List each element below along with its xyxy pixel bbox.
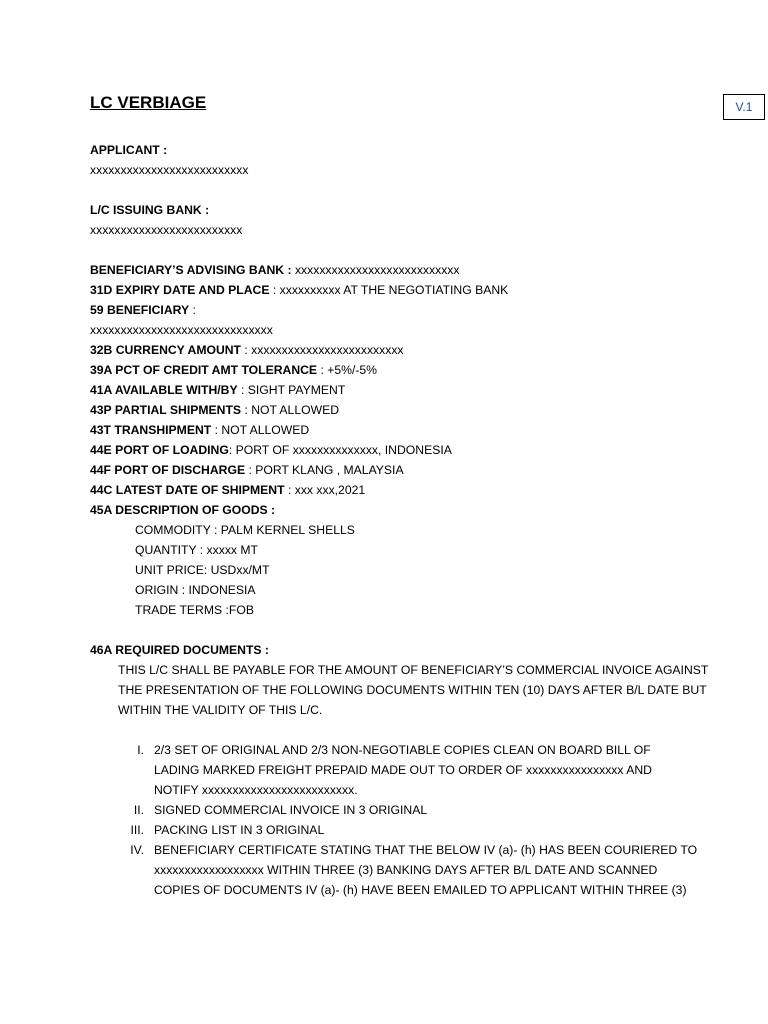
field-value: : PORT KLANG , MALAYSIA (245, 463, 404, 477)
applicant-label: APPLICANT : (90, 143, 168, 157)
field-value: : +5%/-5% (317, 363, 378, 377)
field-label: BENEFICIARY’S ADVISING BANK : (90, 263, 292, 277)
field-label: 31D EXPIRY DATE AND PLACE (90, 283, 270, 297)
field-value: : SIGHT PAYMENT (237, 383, 346, 397)
field-value: : NOT ALLOWED (241, 403, 340, 417)
field-label: 43T TRANSHIPMENT (90, 423, 212, 437)
applicant-value: xxxxxxxxxxxxxxxxxxxxxxxxxx (90, 163, 249, 177)
field-row (90, 420, 690, 440)
document-body (90, 140, 709, 900)
field-value: : NOT ALLOWED (211, 423, 310, 437)
docs-intro-line: THE PRESENTATION OF THE FOLLOWING DOCUMENTS WITHIN TEN (10) DAYS AFTER B/L DATE BUT (118, 683, 707, 697)
list-item-line: xxxxxxxxxxxxxxxxxx WITHIN THREE (3) BANKING DAYS AFTER B/L DATE AND SCANNED (154, 863, 658, 877)
field-value: : xxxxxxxxxxxxxxxxxxxxxxxxx (241, 343, 404, 357)
field-row (90, 360, 690, 380)
goods-line: COMMODITY : PALM KERNEL SHELLS (135, 523, 355, 537)
goods-line: TRADE TERMS :FOB (135, 603, 254, 617)
list-item (90, 840, 698, 900)
list-item-line: NOTIFY xxxxxxxxxxxxxxxxxxxxxxxxx. (154, 783, 358, 797)
field-value: : (189, 303, 196, 317)
docs-intro-line: WITHIN THE VALIDITY OF THIS L/C. (118, 703, 323, 717)
field-row (90, 340, 690, 360)
list-item (90, 820, 690, 840)
field-row (90, 380, 690, 400)
field-label: 44F PORT OF DISCHARGE (90, 463, 246, 477)
field-label: 59 BENEFICIARY (90, 303, 190, 317)
issuing-bank-value: xxxxxxxxxxxxxxxxxxxxxxxxx (90, 223, 243, 237)
required-docs-label: 46A REQUIRED DOCUMENTS : (90, 643, 269, 657)
list-item-line: 2/3 SET OF ORIGINAL AND 2/3 NON-NEGOTIABLE COPIES CLEAN ON BOARD BILL OF (154, 743, 651, 757)
field-row (90, 440, 690, 460)
field-value: xxxxxxxxxxxxxxxxxxxxxxxxxxx (291, 263, 460, 277)
list-number: IV. (130, 843, 144, 857)
field-row (90, 480, 690, 500)
beneficiary-value: xxxxxxxxxxxxxxxxxxxxxxxxxxxxxx (90, 323, 273, 337)
list-item-line: LADING MARKED FREIGHT PREPAID MADE OUT TO ORDER OF xxxxxxxxxxxxxxxx AND (154, 763, 652, 777)
list-item-line: BENEFICIARY CERTIFICATE STATING THAT THE BELOW IV (a)- (h) HAS BEEN COURIERED TO (154, 843, 698, 857)
field-label: 41A AVAILABLE WITH/BY (90, 383, 238, 397)
list-item-line: SIGNED COMMERCIAL INVOICE IN 3 ORIGINAL (154, 803, 428, 817)
list-number: II. (133, 803, 144, 817)
field-label: 43P PARTIAL SHIPMENTS (90, 403, 242, 417)
list-item (90, 740, 690, 800)
field-label: 39A PCT OF CREDIT AMT TOLERANCE (90, 363, 318, 377)
field-advising-bank (90, 260, 690, 280)
goods-line: QUANTITY : xxxxx MT (135, 543, 259, 557)
field-label: 44E PORT OF LOADING (90, 443, 229, 457)
issuing-bank-label: L/C ISSUING BANK : (90, 203, 210, 217)
field-label: 45A DESCRIPTION OF GOODS : (90, 503, 276, 517)
field-row (90, 500, 690, 520)
field-value: : PORT OF xxxxxxxxxxxxxx, INDONESIA (228, 443, 452, 457)
field-row (90, 460, 690, 480)
goods-line: UNIT PRICE: USDxx/MT (135, 563, 270, 577)
field-label: 32B CURRENCY AMOUNT (90, 343, 242, 357)
list-number: I. (137, 743, 144, 757)
list-item (90, 800, 690, 820)
list-number: III. (130, 823, 144, 837)
list-item-line: PACKING LIST IN 3 ORIGINAL (154, 823, 325, 837)
field-row (90, 400, 690, 420)
list-item-line: COPIES OF DOCUMENTS IV (a)- (h) HAVE BEEN EMAILED TO APPLICANT WITHIN THREE (3) (154, 883, 687, 897)
field-value: : xxxxxxxxxx AT THE NEGOTIATING BANK (269, 283, 509, 297)
docs-intro-line: THIS L/C SHALL BE PAYABLE FOR THE AMOUNT OF BENEFICIARY’S COMMERCIAL INVOICE AGAINST (118, 663, 709, 677)
field-label: 44C LATEST DATE OF SHIPMENT (90, 483, 285, 497)
field-expiry (90, 280, 690, 300)
version-box: V.1 (723, 94, 765, 120)
document-title: LC VERBIAGE (90, 93, 207, 112)
field-value: : xxx xxx,2021 (284, 483, 366, 497)
goods-line: ORIGIN : INDONESIA (135, 583, 256, 597)
field-beneficiary (90, 300, 690, 320)
